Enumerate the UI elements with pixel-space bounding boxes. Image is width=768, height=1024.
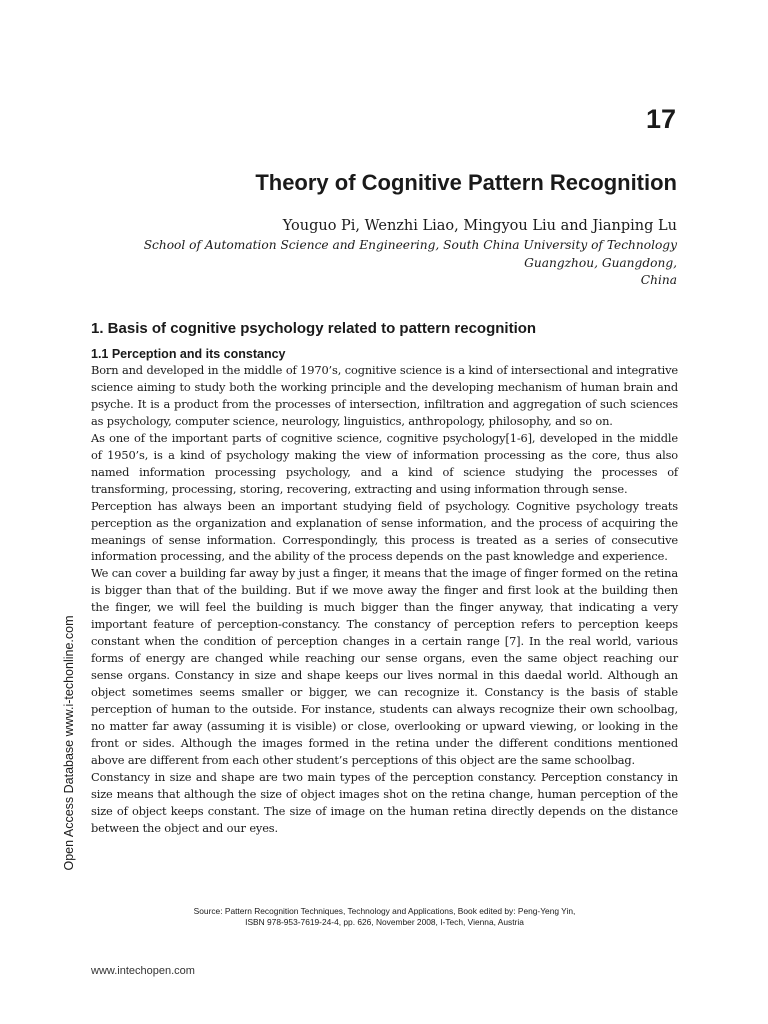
paragraph: We can cover a building far away by just a finger, it means that the image of finger formed on the retina is bigger than that of the building. But if we move away the finger and first look at the building then the finger, we will feel the building is much bigger than the finger anyway, that indicating a very important feature of perception-constancy. The constancy of perception refers to perception keeps constant when the condition of perception changes in a certain range [7]. In the real world, various forms of energy are changed while reaching our sense organs, even the same object reaching our sense organs. Constancy in size and shape keeps our lives normal in this daedal world. Although an object sometimes seems smaller or bigger, we can recognize it. Constancy is the basis of stable perception of human to the outside. For instance, students can always recognize their own schoolbag, no matter far away (assuming it is visible) or close, overlooking or upward viewing, or looking in the front or sides. Although the images formed in the retina under the different conditions mentioned above are different from each other student’s perceptions of this object are the same schoolbag.: [91, 566, 678, 767]
affiliation-line-city: Guangzhou, Guangdong,: [524, 255, 677, 270]
paragraph: Constancy in size and shape are two main types of the perception constancy. Perception constancy in size means that although the size of object images shot on the retina change, human perception of the size of object keeps constant. The size of image on the human retina directly depends on the distance between the object and our eyes.: [91, 769, 678, 835]
authors: Youguo Pi, Wenzhi Liao, Mingyou Liu and Jianping Lu: [282, 218, 677, 234]
section-heading: 1. Basis of cognitive psychology related to pattern recognition: [91, 320, 537, 337]
source-note-line: ISBN 978-953-7619-24-4, pp. 626, November 2008, I-Tech, Vienna, Austria: [245, 917, 524, 927]
source-note-line: Source: Pattern Recognition Techniques, Technology and Applications, Book edited by: Peng-Yeng Yin,: [193, 906, 576, 916]
chapter-title: Theory of Cognitive Pattern Recognition: [255, 170, 677, 195]
subsection-heading: 1.1 Perception and its constancy: [91, 347, 286, 361]
footer-url[interactable]: www.intechopen.com: [91, 965, 195, 977]
affiliation: [77, 237, 677, 290]
sidebar-database-text: Open Access Database www.i-techonline.com: [62, 615, 76, 871]
affiliation-line-country: China: [640, 273, 677, 287]
source-note: [91, 906, 678, 928]
body-text: [91, 362, 678, 837]
paragraph: Born and developed in the middle of 1970’s, cognitive science is a kind of intersectional and integrative science aiming to study both the working principle and the developing mechanism of human brain and psyche. It is a product from the processes of intersection, infiltration and aggregation of such sciences as psychology, computer science, neurology, linguistics, anthropology, philosophy, and so on.: [91, 363, 678, 428]
paragraph: As one of the important parts of cognitive science, cognitive psychology[1-6], developed in the middle of 1950’s, is a kind of psychology making the view of information processing as the core, thus also named information processing psychology, and a kind of science studying the processes of transforming, processing, storing, recovering, extracting and using information through sense.: [91, 430, 678, 496]
chapter-number: 17: [645, 104, 676, 134]
paragraph: Perception has always been an important studying field of psychology. Cognitive psychology treats perception as the organization and explanation of sense information, and the process of acquiring the meanings of sense information. Correspondingly, this process is treated as a series of consecutive information processing, and the ability of the process depends on the past knowledge and experience.: [91, 498, 678, 564]
affiliation-line-institution: School of Automation Science and Engineering, South China University of Technology: [143, 238, 677, 252]
